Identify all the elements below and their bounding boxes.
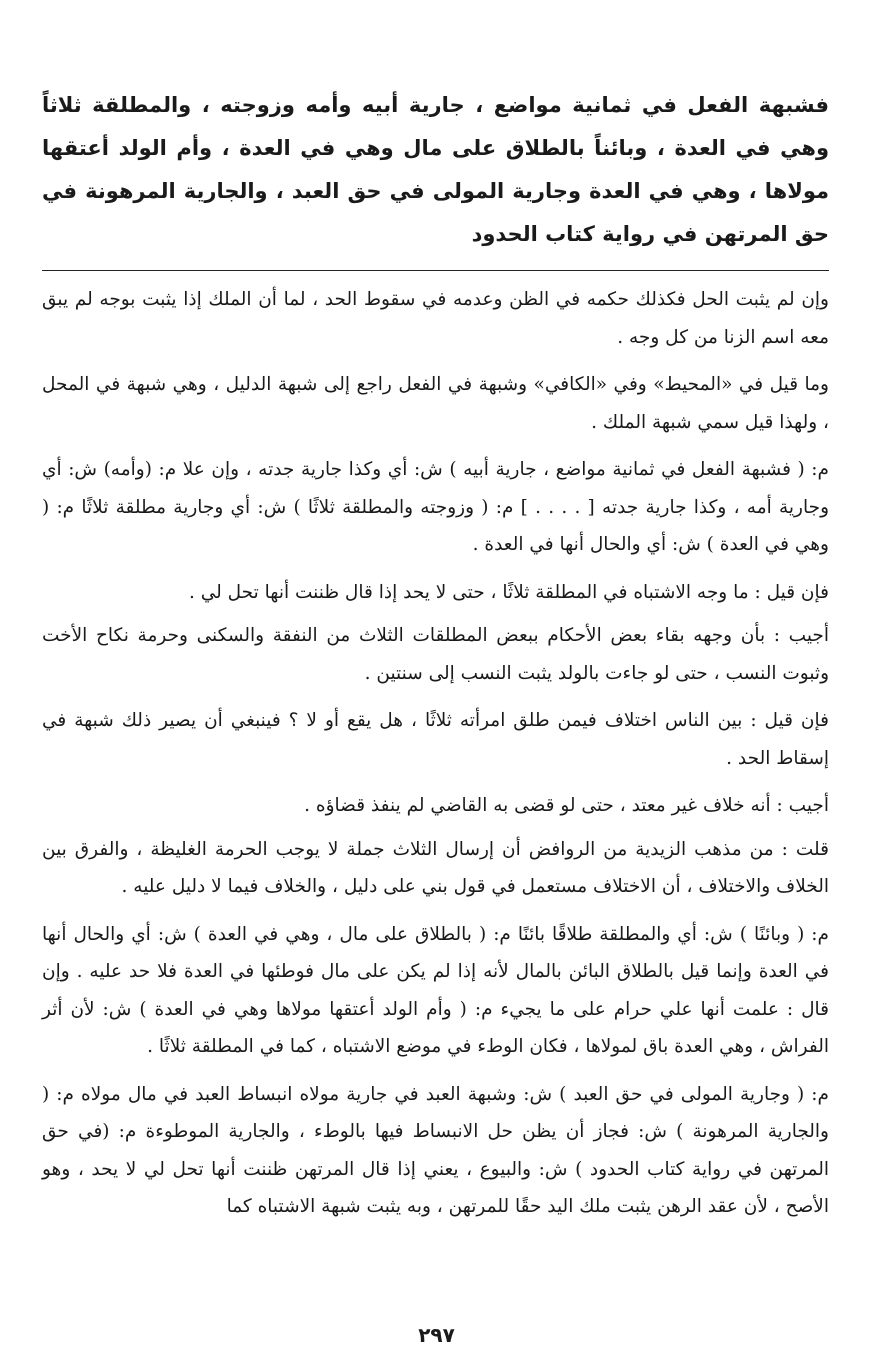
commentary-paragraph: م: ( فشبهة الفعل في ثمانية مواضع ، جارية أبيه ) ش: أي وكذا جارية جدته ، وإن علا م: (وأمه) ش: أي وجارية أمه ، وكذا جارية جدته [ . . . . ] م: ( وزوجته والمطلقة ثلاثًا ) ش: أي وجارية مطلقة ثلاثًا م: ( وهي في العدة ) ش: أي والحال أنها في العدة . <box>42 459 829 555</box>
divider-rule <box>42 270 829 271</box>
commentary-paragraph: قلت : من مذهب الزيدية من الروافض أن إرسال الثلاث جملة لا يوجب الحرمة الغليظة ، والفرق بين الخلاف والاختلاف ، أن الاختلاف مستعمل في قول بني على دليل ، والخلاف فيما لا دليل عليه . <box>42 838 829 897</box>
commentary-paragraph: وما قيل في «المحيط» وفي «الكافي» وشبهة في الفعل راجع إلى شبهة الدليل ، وهي شبهة في المحل ، ولهذا قيل سمي شبهة الملك . <box>42 374 829 433</box>
commentary-paragraph: أجيب : بأن وجهه بقاء بعض الأحكام ببعض المطلقات الثلاث من النفقة والسكنى وحرمة نكاح الأخت وثبوت النسب ، حتى لو جاءت بالولد يثبت النسب إلى سنتين . <box>42 625 829 684</box>
commentary-paragraph: وإن لم يثبت الحل فكذلك حكمه في الظن وعدمه في سقوط الحد ، لما أن الملك إذا يثبت بوجه لم يبق معه اسم الزنا من كل وجه . <box>42 289 829 348</box>
matn-text: فشبهة الفعل في ثمانية مواضع ، جارية أبيه وأمه وزوجته ، والمطلقة ثلاثاً وهي في العدة ، وبائناً بالطلاق على مال وهي في العدة ، وأم الولد أعتقها مولاها ، وهي في العدة وجارية المولى في حق العبد ، والجارية المرهونة في حق المرتهن في رواية كتاب الحدود <box>42 93 829 246</box>
commentary-paragraph: أجيب : أنه خلاف غير معتد ، حتى لو قضى به القاضي لم ينفذ قضاؤه . <box>304 795 829 816</box>
commentary-paragraph: فإن قيل : ما وجه الاشتباه في المطلقة ثلاثًا ، حتى لا يحد إذا قال ظننت أنها تحل لي . <box>188 581 829 603</box>
commentary <box>42 281 829 1226</box>
commentary-paragraph: فإن قيل : بين الناس اختلاف فيمن طلق امرأته ثلاثًا ، هل يقع أو لا ؟ فينبغي أن يصير ذلك شبهة في إسقاط الحد . <box>42 710 829 769</box>
commentary-paragraph: م: ( وبائنًا ) ش: أي والمطلقة طلاقًا بائنًا م: ( بالطلاق على مال ، وهي في العدة ) ش: أي والحال أنها في العدة وإنما قيل بالطلاق البائن بالمال لأنه إذا لم يكن على مال فوطئها في العدة فلا حد عليه . وإن قال : علمت أنها علي حرام على ما يجيء م: ( وأم الولد أعتقها مولاها وهي في العدة ) ش: لأن أثر الفراش ، وهي العدة باق لمولاها ، فكان الوطء في موضع الاشتباه ، كما في المطلقة ثلاثًا . <box>42 923 829 1057</box>
commentary-paragraph: م: ( وجارية المولى في حق العبد ) ش: وشبهة العبد في جارية مولاه انبساط العبد في مال مولاه م: ( والجارية المرهونة ) ش: فجاز أن يظن حل الانبساط فيها بالوطء ، والجارية الموطوءة م: (في حق المرتهن في رواية كتاب الحدود ) ش: والبيوع ، يعني إذا قال المرتهن ظننت أنها تحل لي لا يحد ، وهو الأصح ، لأن عقد الرهن يثبت ملك اليد حقًا للمرتهن ، وبه يثبت شبهة الاشتباه كما <box>42 1083 829 1217</box>
page-number: ٢٩٧ <box>418 1323 455 1347</box>
